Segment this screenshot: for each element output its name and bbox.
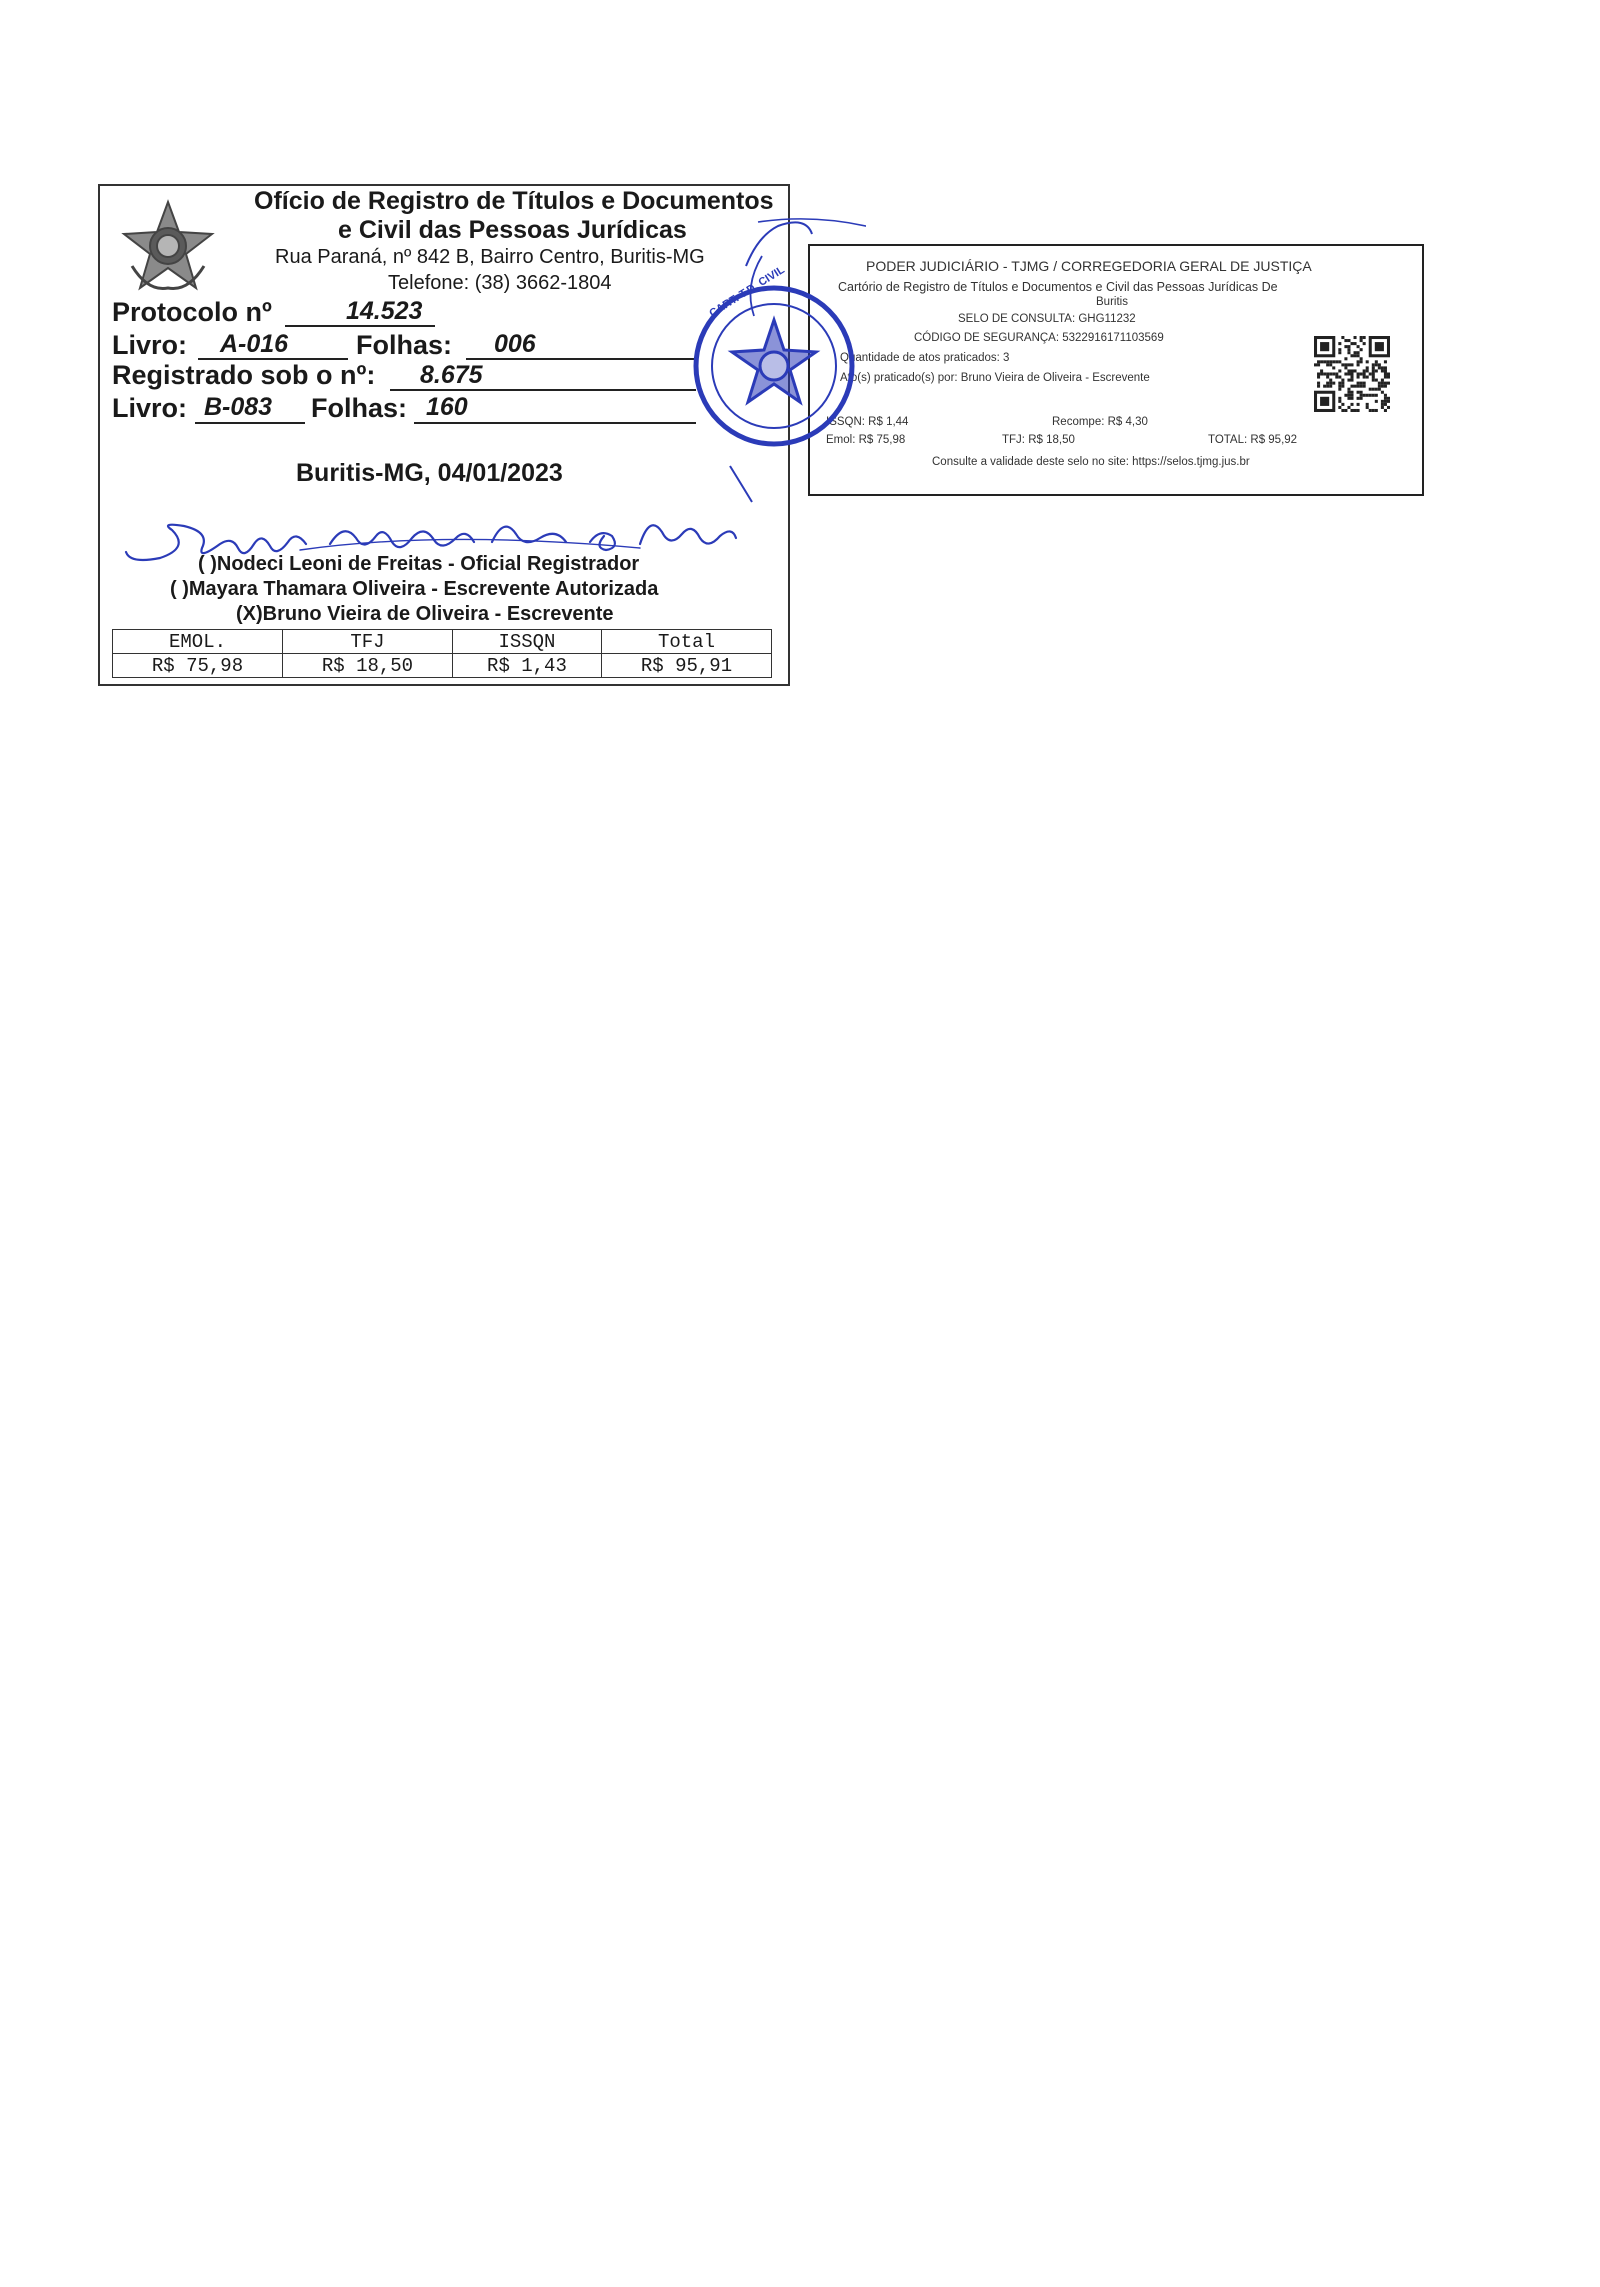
folhas2-label: Folhas: — [311, 393, 408, 423]
fee-header-tfj: TFJ — [282, 630, 452, 654]
livro1-label: Livro: — [112, 330, 188, 360]
seal-emol: Emol: R$ 75,98 — [826, 434, 906, 446]
registrado-value: 8.675 — [420, 361, 483, 389]
office-title-line1: Ofício de Registro de Títulos e Documentos — [254, 187, 774, 215]
fee-table-header-row — [113, 630, 772, 654]
livro2-value: B-083 — [204, 393, 273, 421]
seal-selo: SELO DE CONSULTA: GHG11232 — [958, 313, 1136, 325]
fee-header-total: Total — [601, 630, 771, 654]
seal-title: PODER JUDICIÁRIO - TJMG / CORREGEDORIA GERAL DE JUSTIÇA — [866, 258, 1312, 274]
seal-issqn: ISSQN: R$ 1,44 — [826, 416, 909, 428]
signatory-oficial: ( )Nodeci Leoni de Freitas - Oficial Registrador — [198, 553, 640, 575]
protocolo-value: 14.523 — [346, 297, 423, 325]
seal-tfj: TFJ: R$ 18,50 — [1002, 434, 1075, 446]
folhas1-label: Folhas: — [356, 330, 453, 360]
livro1-value: A-016 — [220, 330, 289, 358]
seal-atos: Quantidade de atos praticados: 3 — [840, 352, 1010, 364]
protocolo-label: Protocolo nº — [112, 297, 272, 327]
fee-header-issqn: ISSQN — [452, 630, 601, 654]
fee-value-emol: R$ 75,98 — [113, 654, 283, 678]
seal-recompe: Recompe: R$ 4,30 — [1052, 416, 1148, 428]
office-address: Rua Paraná, nº 842 B, Bairro Centro, Buritis-MG — [275, 246, 705, 268]
seal-codigo: CÓDIGO DE SEGURANÇA: 5322916171103569 — [914, 332, 1164, 344]
folhas2-value: 160 — [426, 393, 468, 421]
qr-code-icon — [1314, 336, 1390, 412]
coat-of-arms-icon — [118, 196, 218, 296]
office-stamp-icon — [686, 216, 866, 506]
seal-total: TOTAL: R$ 95,92 — [1208, 434, 1298, 446]
folhas2-underline — [414, 422, 696, 424]
fee-header-emol: EMOL. — [113, 630, 283, 654]
office-phone: Telefone: (38) 3662-1804 — [388, 272, 612, 294]
seal-city: Buritis — [1096, 296, 1128, 308]
office-title-line2: e Civil das Pessoas Jurídicas — [338, 216, 687, 244]
seal-executor: Ato(s) praticado(s) por: Bruno Vieira de Oliveira - Escrevente — [840, 372, 1150, 384]
fee-table — [112, 629, 772, 678]
folhas1-value: 006 — [494, 330, 536, 358]
fee-table-value-row — [113, 654, 772, 678]
signatory-escrevente-autorizada: ( )Mayara Thamara Oliveira - Escrevente Autorizada — [170, 578, 659, 600]
seal-office: Cartório de Registro de Títulos e Documentos e Civil das Pessoas Jurídicas De — [838, 280, 1278, 294]
place-date: Buritis-MG, 04/01/2023 — [296, 459, 563, 487]
registrado-label: Registrado sob o nº: — [112, 360, 376, 390]
livro2-label: Livro: — [112, 393, 188, 423]
signatory-escrevente: (X)Bruno Vieira de Oliveira - Escrevente — [236, 603, 614, 625]
livro2-underline — [195, 422, 305, 424]
fee-value-tfj: R$ 18,50 — [282, 654, 452, 678]
fee-value-total: R$ 95,91 — [601, 654, 771, 678]
svg-text:CART. T.D. CIVIL: CART. T.D. CIVIL — [707, 263, 787, 320]
seal-consulta: Consulte a validade deste selo no site: https://selos.tjmg.jus.br — [932, 456, 1250, 468]
fee-value-issqn: R$ 1,43 — [452, 654, 601, 678]
